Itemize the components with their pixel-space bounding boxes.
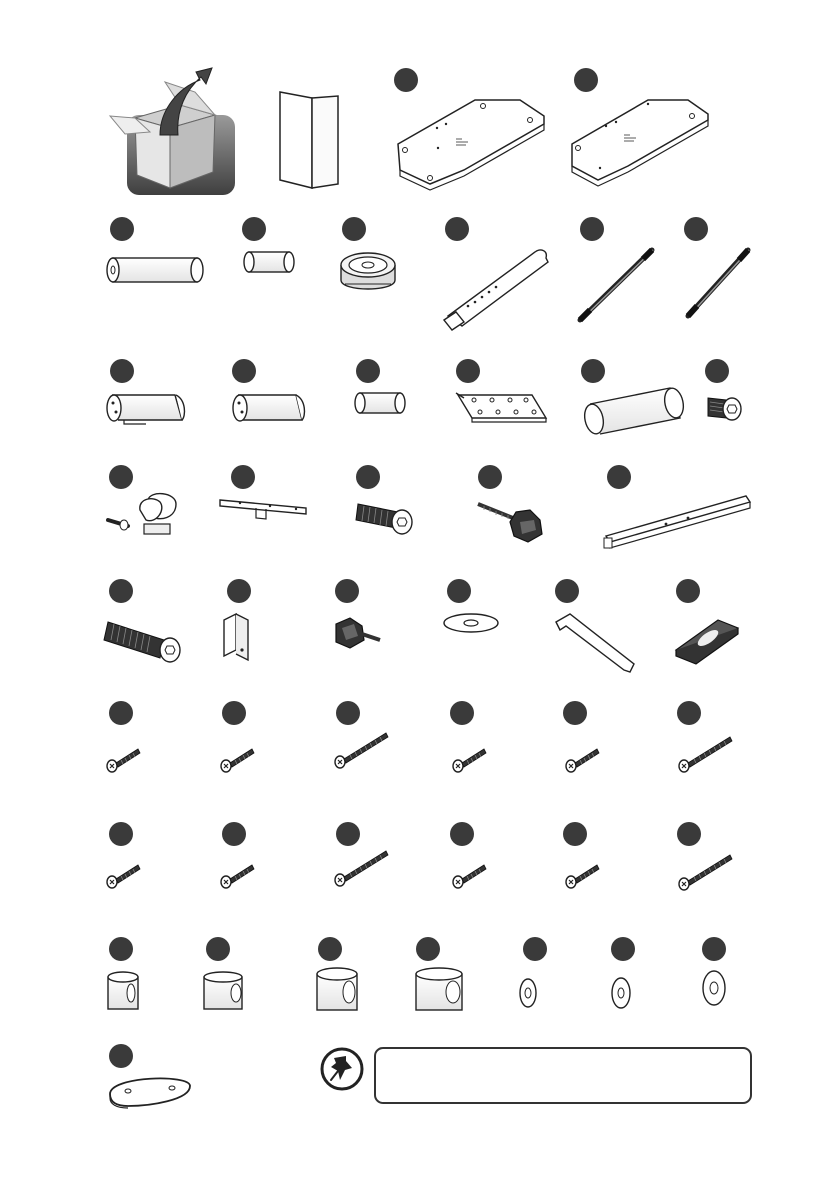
knob-screw bbox=[335, 579, 380, 648]
cable-clip-with-screw bbox=[108, 465, 176, 534]
knob-bolt bbox=[478, 465, 542, 542]
top-panel-right bbox=[572, 68, 708, 186]
large-cylinder bbox=[581, 359, 686, 436]
spacer-large-2 bbox=[416, 937, 462, 1010]
long-cylinder bbox=[107, 217, 203, 282]
threaded-rod-1 bbox=[580, 217, 653, 320]
washer-small-1 bbox=[520, 937, 547, 1007]
allen-key bbox=[555, 579, 634, 672]
angled-tube-2 bbox=[232, 359, 304, 421]
angle-bracket bbox=[224, 579, 251, 660]
spacer-large-1 bbox=[317, 937, 357, 1010]
spacer-small-2 bbox=[204, 937, 242, 1009]
top-panel-left bbox=[394, 68, 544, 190]
flat-bracket-bar bbox=[220, 465, 306, 519]
hex-bolt-long bbox=[104, 579, 180, 662]
caster-wheel bbox=[341, 217, 395, 289]
open-box-icon bbox=[110, 68, 235, 195]
oval-base-plate bbox=[109, 1044, 190, 1108]
long-rail bbox=[604, 465, 750, 548]
pushpin-icon bbox=[322, 1049, 362, 1089]
hex-bolt-medium bbox=[356, 465, 412, 534]
foot-pad bbox=[676, 579, 738, 664]
screw-row-2 bbox=[107, 822, 732, 890]
manual-booklet-icon bbox=[280, 92, 338, 188]
threaded-rod-2 bbox=[684, 217, 749, 316]
screw-row-1 bbox=[107, 701, 732, 772]
slotted-bracket-bar bbox=[444, 217, 548, 330]
small-tube bbox=[355, 359, 405, 413]
hex-bolt-short bbox=[705, 359, 741, 420]
note-box bbox=[374, 1047, 752, 1104]
mounting-plate bbox=[456, 359, 546, 422]
short-cylinder bbox=[242, 217, 294, 272]
washer-small-2 bbox=[611, 937, 635, 1008]
washer-large bbox=[702, 937, 726, 1005]
flat-washer bbox=[444, 579, 498, 632]
angled-tube-1 bbox=[107, 359, 184, 424]
spacer-small-1 bbox=[108, 937, 138, 1009]
